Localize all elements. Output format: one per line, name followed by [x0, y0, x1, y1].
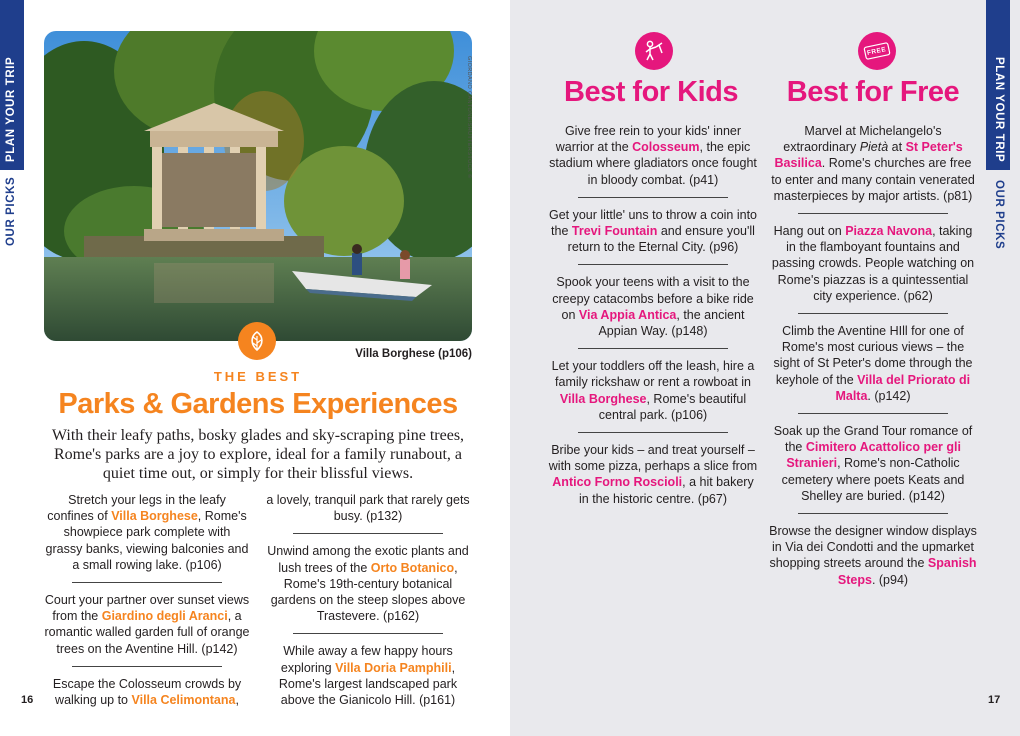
- parks-intro: With their leafy paths, bosky glades and sky-scraping pine trees, Rome's parks are a joy to explore, ideal for a family runabout, a quiet time out, or simply for their blissful views.: [51, 427, 465, 482]
- place-link: Antico Forno Roscioli: [552, 475, 683, 490]
- place-link: Piazza Navona: [845, 224, 933, 239]
- parks-item: Unwind among the exotic plants and lush trees of the Orto Botanico, Rome's 19th-century botanical gardens on the steep slopes above Trastevere. (p162): [267, 544, 469, 624]
- divider: [798, 513, 948, 514]
- place-link: Villa del Priorato di Malta: [835, 372, 971, 403]
- place-link: Spanish Steps: [837, 556, 977, 587]
- photo-credit: GIORDANO CANTONE/SHUTTERSTOCK ©: [466, 56, 472, 179]
- place-link: Orto Botanico: [370, 560, 455, 575]
- kids-item: Spook your teens with a visit to the creepy catacombs before a bike ride on Via Appia Antica, the ancient Appian Way. (p148): [552, 275, 754, 339]
- divider: [798, 213, 948, 214]
- parks-column-1: [44, 492, 250, 708]
- photo-caption: Villa Borghese (p106): [355, 348, 472, 360]
- parks-kicker: THE BEST: [213, 369, 303, 384]
- page-number-right: 17: [988, 694, 1001, 706]
- tab-plan-your-trip-left: PLAN YOUR TRIP: [5, 56, 17, 162]
- kids-column: [548, 123, 758, 507]
- divider: [578, 264, 728, 265]
- place-link: Villa Borghese: [111, 509, 198, 524]
- free-item: Climb the Aventine HIll for one of Rome's most curious views – the sight of St Peter's dome through the keyhole of the Villa del Priorato di Malta. (p142): [773, 324, 973, 403]
- free-item: Browse the designer window displays in Via dei Condotti and the upmarket shopping streets around the Spanish Steps. (p94): [769, 524, 977, 587]
- kids-item: Get your little' uns to throw a coin into the Trevi Fountain and ensure you'll return to the Eternal City. (p96): [548, 207, 758, 255]
- divider: [293, 633, 443, 634]
- parks-column-2: [264, 492, 472, 708]
- tab-plan-your-trip-right: PLAN YOUR TRIP: [993, 57, 1005, 163]
- right-side-tab: [986, 0, 1010, 736]
- kids-title: Best for Kids: [564, 76, 738, 108]
- place-link: Villa Doria Pamphili: [335, 660, 452, 675]
- place-link: Colosseum: [632, 140, 700, 155]
- place-link: Villa Borghese: [559, 391, 647, 406]
- kids-item: Give free rein to your kids' inner warrior at the Colosseum, the epic stadium where gladiators once fought in bloody combat. (p41): [549, 124, 757, 187]
- free-item: Hang out on Piazza Navona, taking in the flamboyant fountains and passing crowds. People watching on Rome's piazzas is a quintessential city experience. (p62): [771, 224, 975, 303]
- free-column: [768, 123, 978, 588]
- place-link: Cimitero Acattolico per gli Stranieri: [786, 440, 961, 471]
- parks-item: Court your partner over sunset views from the Giardino degli Aranci, a romantic walled garden full of orange trees on the Aventine Hill. (p142): [44, 593, 250, 656]
- divider: [578, 348, 728, 349]
- parks-item: While away a few happy hours exploring Villa Doria Pamphili, Rome's largest landscaped park above the Gianicolo Hill. (p161): [278, 644, 458, 708]
- place-link: Via Appia Antica: [578, 307, 677, 322]
- divider: [72, 582, 222, 583]
- left-side-tab: [0, 0, 24, 736]
- divider: [578, 432, 728, 433]
- villa-borghese-photo: [44, 31, 472, 341]
- place-link: Villa Celimontana: [131, 693, 236, 708]
- kids-item: Let your toddlers off the leash, hire a family rickshaw or rent a rowboat in Villa Borghese, Rome's beautiful central park. (p106): [551, 359, 755, 422]
- divider: [72, 666, 222, 667]
- divider: [798, 313, 948, 314]
- place-link: Giardino degli Aranci: [101, 609, 228, 624]
- kids-item: Bribe your kids – and treat yourself – with some pizza, perhaps a slice from Antico Forno Roscioli, a hit bakery in the historic centre. (p67): [548, 443, 758, 506]
- tab-our-picks-left: OUR PICKS: [5, 176, 17, 246]
- divider: [798, 413, 948, 414]
- divider: [578, 197, 728, 198]
- parks-title: Parks & Gardens Experiences: [58, 388, 458, 420]
- place-link: St Peter's Basilica: [774, 140, 963, 171]
- child-icon: [635, 32, 673, 70]
- parks-item-continued: a lovely, tranquil park that rarely gets busy. (p132): [266, 493, 470, 524]
- free-item: Soak up the Grand Tour romance of the Cimitero Acattolico per gli Stranieri, Rome's non-Catholic cemetery where poets Keats and Shelley are buried. (p142): [773, 424, 973, 503]
- tab-our-picks-right: OUR PICKS: [993, 180, 1005, 250]
- free-icon-label: FREE: [866, 45, 888, 57]
- parks-item: Escape the Colosseum crowds by walking up to Villa Celimontana,: [52, 676, 242, 708]
- parks-item: Stretch your legs in the leafy confines of Villa Borghese, Rome's showpiece park complete with grassy banks, viewing balconies and a small rowing lake. (p106): [45, 493, 249, 572]
- leaf-icon: [238, 322, 276, 360]
- page-number-left: 16: [21, 694, 34, 706]
- free-item: Marvel at Michelangelo's extraordinary Pietà at St Peter's Basilica. Rome's churches are free to enter and many contain venerated masterpieces by major artists. (p81): [771, 124, 975, 203]
- place-link: Trevi Fountain: [571, 224, 658, 239]
- divider: [293, 533, 443, 534]
- free-title: Best for Free: [786, 76, 960, 108]
- free-tag-icon: [858, 32, 896, 70]
